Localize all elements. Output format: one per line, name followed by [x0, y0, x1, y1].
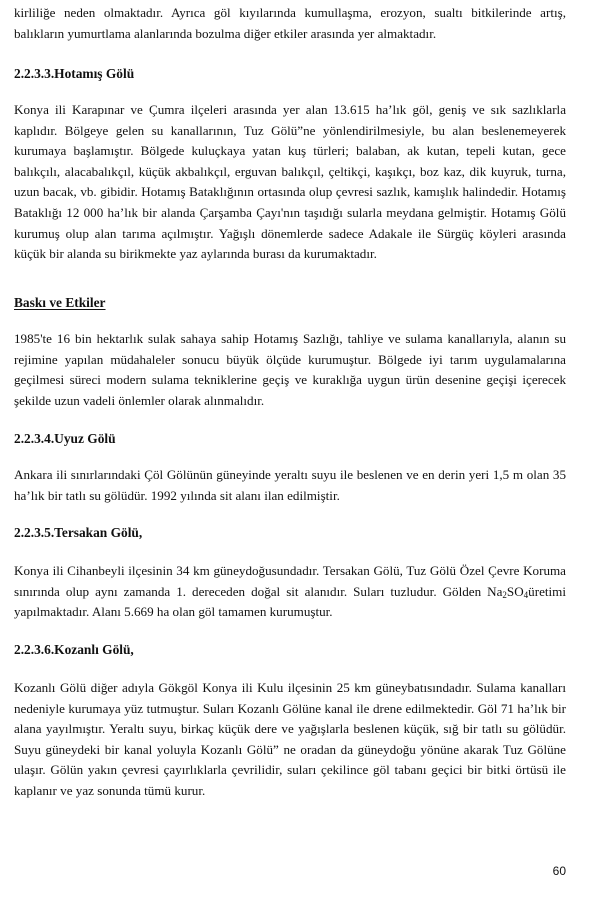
section-paragraph-uyuz: Ankara ili sınırlarındaki Çöl Gölünün güneyinde yeraltı suyu ile beslenen ve en derin yeri 1,5 m olan 35 ha’lık bir tatlı su gölüdür. 1992 yılında sit alanı ilan edilmiştir. [14, 467, 566, 503]
section-paragraph-tersakan [14, 561, 566, 623]
section-tersakan-heading-block [14, 523, 566, 543]
section-uyuz-body [14, 465, 566, 506]
intro-block [14, 3, 566, 44]
section-paragraph-baski-ve-etkiler: 1985'te 16 bin hektarlık sulak sahaya sahip Hotamış Sazlığı, tahliye ve sulama kanallarıyla, alanın su rejimine yapılan müdahaleler sonucu büyük ölçüde kurumuştur. Bölgede iyi tarım uygulamalarına geçilmesi süreci modern sulama tekniklerine geçiş ve kuraklığa uygun ürün desenine geçişi içerecek şekilde uzun vadeli önlemler olarak alınmalıdır. [14, 331, 566, 408]
section-heading-baski-ve-etkiler: Baskı ve Etkiler [14, 295, 106, 310]
chem-so: SO [506, 583, 524, 599]
section-heading-kozanli: 2.2.3.6.Kozanlı Gölü, [14, 642, 134, 657]
section-heading-hotamis: 2.2.3.3.Hotamış Gölü [14, 66, 135, 81]
section-heading-tersakan: 2.2.3.5.Tersakan Gölü, [14, 525, 143, 540]
intro-paragraph: kirliliğe neden olmaktadır. Ayrıca göl kıyılarında kumullaşma, erozyon, sualtı bitkilerinde artış, balıkların yumurtlama alanlarında bozulma diğer etkiler arasında yer almaktadır. [14, 5, 566, 41]
chem-subscript-4: 4 [523, 589, 529, 600]
section-kozanli-body [14, 678, 566, 802]
tersakan-text-pre: Konya ili Cihanbeyli ilçesinin 34 km güneydoğusundadır. Tersakan Gölü, Tuz Gölü Özel Çevre Koruma sınırında olup aynı zamanda 1. dereceden doğal sit alanıdır. Suları tuzludur. Gölden Na [14, 563, 566, 599]
section-heading-uyuz: 2.2.3.4.Uyuz Gölü [14, 431, 116, 446]
section-tersakan-body [14, 561, 566, 623]
section-baski-heading-block [14, 293, 566, 313]
tersakan-text-post: üretimi yapılmaktadır. Alanı 5.669 ha olan göl tamamen kurumuştur. [14, 583, 566, 620]
chem-subscript-2: 2 [502, 589, 507, 600]
section-paragraph-hotamis: Konya ili Karapınar ve Çumra ilçeleri arasında yer alan 13.615 ha’lık göl, geniş ve sık sazlıklarla kaplıdır. Bölgeye gelen su kanallarının, Tuz Gölü”ne yönlendirilmesiyle, bu alan beslenemeyerek kurumaya başlamıştır. Bölgede kuluçkaya yatan kuş türleri; balaban, ak kutan, tepeli kutan, gece balıkçılı, alacabalıkçıl, küçük akbalıkçıl, erguvan balıkçıl, çeltikçi, kaşıkçı, boz kaz, dik kuyruk, turna, uzun bacak, vb. gibidir. Hotamış Bataklığının ortasında olup çevresi sazlık, kamışlık halindedir. Hotamış Bataklığı 12 000 ha’lık bir alanda Çarşamba Çayı'nın taşıdığı sularla meydana gelmiştir. Hotamış Gölü kurumuş olup alan tarıma açılmıştır. Yağışlı dönemlerde sadece Adakale ile Sürgüç köyleri arasında küçük bir alanda su birikmekte yaz aylarında burası da kurumaktadır. [14, 102, 566, 262]
page-number: 60 [552, 864, 566, 878]
section-paragraph-kozanli: Kozanlı Gölü diğer adıyla Gökgöl Konya ili Kulu ilçesinin 25 km güneybatısındadır. Sulama kanalları nedeniyle kurumaya yüz tutmuştur. Suları Kozanlı Gölüne kanal ile drene edilmektedir. Göl 71 ha’lık bir alana yayılmıştır. Yeraltı suyu, birkaç küçük dere ve yağışlarla beslenen küçük, sığ bir tatlı su gölüdür. Suyu güneydeki bir kanal yoluyla Kozanlı Gölü” ne oradan da güneydoğu yönüne akarak Tuz Gölüne ulaşır. Gölün yakın çevresi çayırlıklarla çevrilidir, suları çekilince göl tabanı geçici bir bitki örtüsü ile kaplanır ve yaz sonunda tümü kurur. [14, 680, 566, 798]
section-hotamis-body [14, 100, 566, 265]
section-baski-body [14, 329, 566, 411]
section-kozanli-heading-block [14, 640, 566, 660]
section-hotamis-heading-block [14, 64, 566, 84]
section-uyuz-heading-block [14, 429, 566, 449]
